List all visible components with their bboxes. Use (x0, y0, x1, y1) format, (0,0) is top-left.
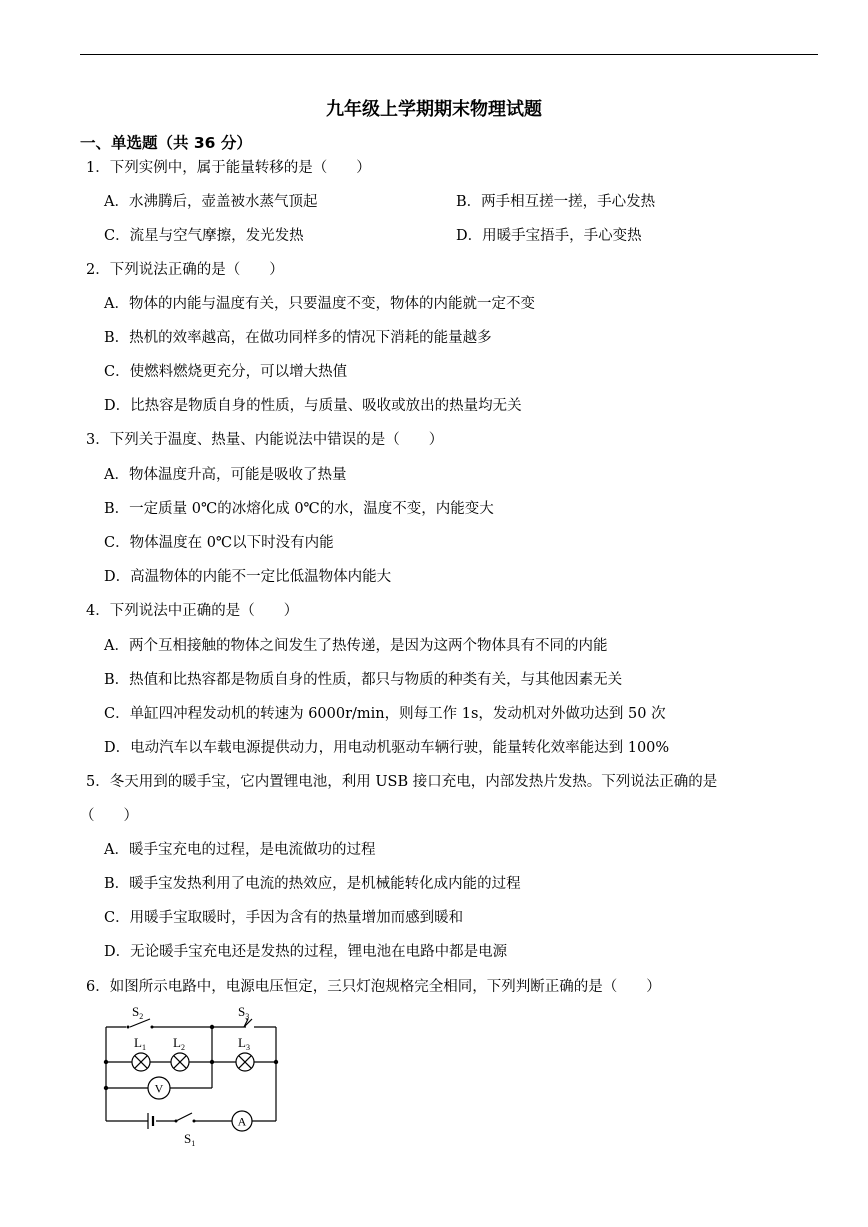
question-number: 2． (86, 262, 110, 278)
option-5a[interactable]: A．暖手宝充电的过程，是电流做功的过程 (104, 842, 376, 858)
option-1a[interactable]: A．水沸腾后，壶盖被水蒸气顶起 (104, 194, 318, 210)
question-stem: 冬天用到的暖手宝，它内置锂电池，利用 USB 接口充电，内部发热片发热。下列说法正确的是 (109, 774, 718, 790)
circuit-diagram (96, 1003, 296, 1148)
option-3b[interactable]: B．一定质量 0℃的冰熔化成 0℃的水，温度不变，内能变大 (104, 501, 494, 517)
option-2d[interactable]: D．比热容是物质自身的性质，与质量、吸收或放出的热量均无关 (104, 398, 522, 414)
option-4a[interactable]: A．两个互相接触的物体之间发生了热传递，是因为这两个物体具有不同的内能 (104, 638, 608, 654)
option-3a[interactable]: A．物体温度升高，可能是吸收了热量 (104, 467, 347, 483)
switch-label-s3: $S_3$ (238, 1004, 250, 1021)
option-1c[interactable]: C．流星与空气摩擦，发光发热 (104, 228, 304, 244)
lamp-label-l3: $L_3$ (238, 1035, 250, 1052)
question-5-stem-continued: （ ） (80, 808, 138, 824)
option-4c[interactable]: C．单缸四冲程发动机的转速为 6000r/min，则每工作 1s，发动机对外做功达到 50 次 (104, 706, 666, 722)
question-2 (86, 260, 284, 280)
question-stem: 下列关于温度、热量、内能说法中错误的是（ ） (109, 432, 444, 448)
question-number: 6． (86, 979, 110, 995)
question-number: 4． (86, 603, 110, 619)
question-number: 1． (86, 160, 110, 176)
question-number: 3． (86, 432, 110, 448)
question-5 (86, 772, 717, 792)
switch-label-s2: $S_2$ (132, 1004, 144, 1021)
section-heading: 一、单选题（共 36 分） (80, 134, 252, 152)
option-5b[interactable]: B．暖手宝发热利用了电流的热效应，是机械能转化成内能的过程 (104, 876, 521, 892)
option-2b[interactable]: B．热机的效率越高，在做功同样多的情况下消耗的能量越多 (104, 330, 492, 346)
switch-label-s1: $S_1$ (184, 1131, 196, 1148)
voltmeter-label: V (154, 1081, 164, 1096)
question-stem: 下列说法中正确的是（ ） (109, 603, 299, 619)
question-stem: 下列实例中，属于能量转移的是（ ） (109, 160, 371, 176)
option-1b[interactable]: B．两手相互搓一搓，手心发热 (456, 194, 656, 210)
option-1d[interactable]: D．用暖手宝捂手，手心变热 (456, 228, 642, 244)
question-6 (86, 977, 661, 997)
option-4d[interactable]: D．电动汽车以车载电源提供动力，用电动机驱动车辆行驶，能量转化效率能达到 100% (104, 740, 670, 756)
lamp-label-l1: $L_1$ (134, 1035, 146, 1052)
question-stem: 下列说法正确的是（ ） (109, 262, 284, 278)
option-2a[interactable]: A．物体的内能与温度有关，只要温度不变，物体的内能就一定不变 (104, 296, 535, 312)
question-3 (86, 430, 443, 450)
option-3c[interactable]: C．物体温度在 0℃以下时没有内能 (104, 535, 334, 551)
exam-title: 九年级上学期期末物理试题 (326, 99, 542, 120)
header-rule (80, 54, 818, 55)
question-stem: 如图所示电路中，电源电压恒定，三只灯泡规格完全相同，下列判断正确的是（ ） (109, 979, 661, 995)
option-2c[interactable]: C．使燃料燃烧更充分，可以增大热值 (104, 364, 348, 380)
option-5d[interactable]: D．无论暖手宝充电还是发热的过程，锂电池在电路中都是电源 (104, 944, 508, 960)
option-4b[interactable]: B．热值和比热容都是物质自身的性质，都只与物质的种类有关，与其他因素无关 (104, 672, 623, 688)
question-4 (86, 601, 298, 621)
lamp-label-l2: $L_2$ (173, 1035, 185, 1052)
option-3d[interactable]: D．高温物体的内能不一定比低温物体内能大 (104, 569, 392, 585)
option-5c[interactable]: C．用暖手宝取暖时，手因为含有的热量增加而感到暖和 (104, 910, 464, 926)
question-1 (86, 158, 371, 178)
ammeter-label: A (237, 1114, 247, 1129)
question-number: 5． (86, 774, 110, 790)
